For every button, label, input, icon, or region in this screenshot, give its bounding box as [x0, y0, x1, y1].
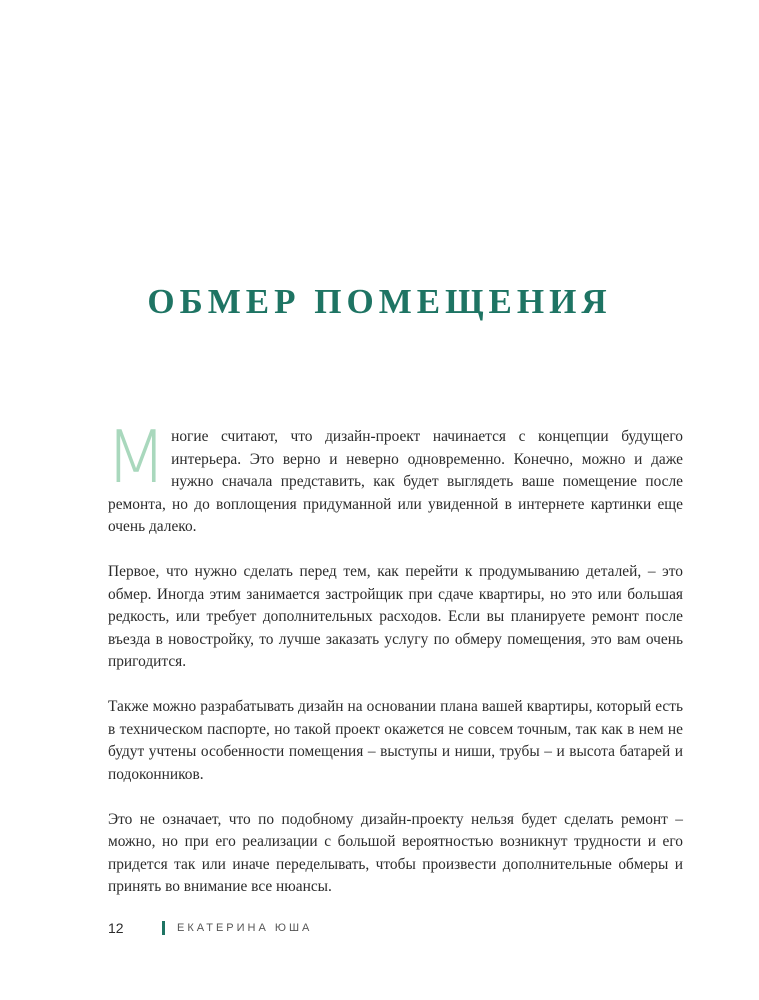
paragraph-2: Первое, что нужно сделать перед тем, как перейти к продумыванию деталей, – это обмер. Иногда этим занимается застройщик при сдаче квартиры, но это или большая редкость, или требует дополнительных расходов. Если вы планируете ремонт после въезда в новостройку, то лучше заказать услугу по обмеру помещения, это вам очень пригодится. — [108, 563, 683, 670]
page-number: 12 — [108, 920, 124, 936]
body-text — [105, 415, 683, 921]
paragraph-1-text: ногие считают, что дизайн-проект начинается с концепции будущего интерьера. Это верно и неверно одновременно. Конечно, можно и даже нужно сначала представить, как будет выглядеть ваше помещение после ремонта, но до воплощения придуманной или увиденной в интернете картинки еще очень далеко. — [108, 428, 683, 535]
paragraph-1 — [105, 415, 683, 539]
page-footer — [108, 918, 508, 938]
chapter-title: ОБМЕР ПОМЕЩЕНИЯ — [147, 282, 612, 321]
paragraph-3: Также можно разрабатывать дизайн на основании плана вашей квартиры, который есть в техническом паспорте, но такой проект окажется не совсем точным, так как в нем не будут учтены особенности помещения – выступы и ниши, трубы – и высота батарей и подоконников. — [108, 698, 683, 783]
footer-divider — [162, 921, 165, 935]
drop-cap: М — [105, 415, 168, 499]
paragraph-4: Это не означает, что по подобному дизайн-проекту нельзя будет сделать ремонт – можно, но при его реализации с большой вероятностью возникнут трудности и его придется так или иначе переделывать, чтобы произвести дополнительные обмеры и принять во внимание все нюансы. — [108, 810, 683, 895]
author-name: ЕКАТЕРИНА ЮША — [177, 922, 313, 934]
